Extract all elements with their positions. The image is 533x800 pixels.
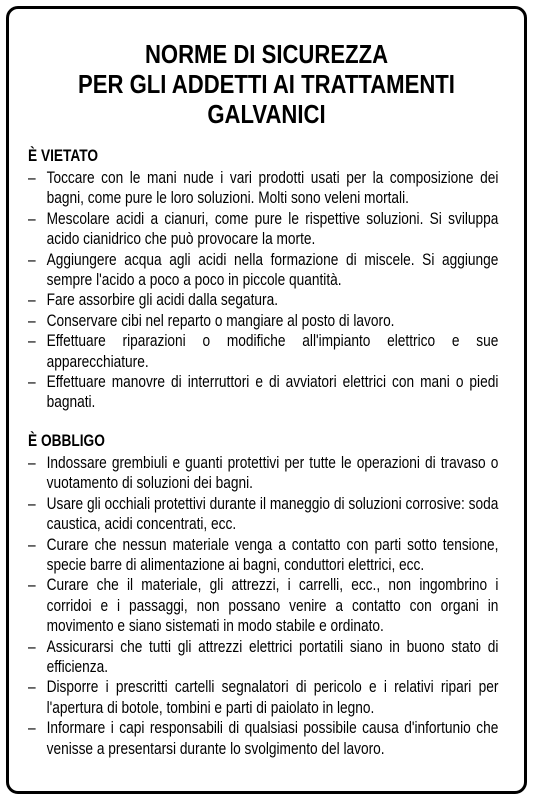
- obbligo-list: [28, 453, 498, 759]
- vietato-item-text: Toccare con le mani nude i vari prodotti usati per la composizione dei bagni, come pure le loro soluzioni. Molti sono veleni mortali.: [46, 169, 499, 208]
- vietato-item-text: Effettuare riparazioni o modifiche all'impianto elettrico e sue apparecchiature.: [46, 332, 499, 371]
- vietato-item: [28, 311, 498, 331]
- obbligo-item-text: Assicurarsi che tutti gli attrezzi elettrici portatili siano in buono stato di efficienza.: [46, 637, 499, 676]
- obbligo-item: [28, 535, 498, 576]
- vietato-heading: È VIETATO: [28, 147, 99, 165]
- obbligo-item: [28, 677, 498, 718]
- vietato-list: [28, 168, 498, 413]
- vietato-item-text: Aggiungere acqua agli acidi nella formazione di miscele. Si aggiunge sempre l'acido a poco a poco in piccole quantità.: [46, 250, 499, 290]
- bullet-dash: –: [28, 453, 36, 472]
- bullet-dash: –: [28, 332, 36, 351]
- bullet-dash: –: [28, 250, 36, 269]
- bullet-dash: –: [28, 719, 36, 738]
- bullet-dash: –: [28, 678, 36, 697]
- title-line-2: PER GLI ADDETTI AI TRATTAMENTI: [78, 69, 455, 99]
- bullet-dash: –: [28, 535, 36, 554]
- bullet-dash: –: [28, 311, 36, 330]
- obbligo-heading: È OBBLIGO: [28, 431, 105, 450]
- vietato-item-text: Fare assorbire gli acidi dalla segatura.: [46, 291, 279, 310]
- vietato-item: [28, 209, 498, 250]
- vietato-item: [28, 168, 498, 209]
- vietato-item: [28, 290, 498, 310]
- obbligo-item-text: Curare che nessun materiale venga a contatto con parti sotto tensione, specie barre di alimentazione ai bagni, conduttori elettrici, ecc.: [46, 535, 499, 574]
- vietato-item-text: Mescolare acidi a cianuri, come pure le rispettive soluzioni. Si sviluppa acido cianidrico che può provocare la morte.: [46, 209, 499, 249]
- bullet-dash: –: [28, 373, 36, 392]
- obbligo-item-text: Informare i capi responsabili di qualsiasi possibile causa d'infortunio che venisse a presentarsi durante lo svolgimento del lavoro.: [46, 719, 499, 758]
- vietato-item: [28, 250, 498, 291]
- vietato-item: [28, 372, 498, 413]
- obbligo-item: [28, 453, 498, 494]
- sign-title: [60, 39, 474, 129]
- bullet-dash: –: [28, 209, 36, 228]
- obbligo-item: [28, 637, 498, 678]
- vietato-item-text: Conservare cibi nel reparto o mangiare al posto di lavoro.: [46, 311, 395, 330]
- bullet-dash: –: [28, 576, 36, 595]
- vietato-item: [28, 331, 498, 372]
- bullet-dash: –: [28, 494, 36, 513]
- bullet-dash: –: [28, 291, 36, 310]
- obbligo-item: [28, 494, 498, 535]
- obbligo-item-text: Disporre i prescritti cartelli segnalatori di pericolo e i relativi ripari per l'apertura di botole, tombini e parti di paiolato in legno.: [46, 678, 499, 717]
- obbligo-item-text: Curare che il materiale, gli attrezzi, i carrelli, ecc., non ingombrino i corridoi e i passaggi, non possano venire a contatto con organi in movimento e siano sistemati in modo stabile e ordinato.: [46, 576, 499, 636]
- bullet-dash: –: [28, 637, 36, 656]
- obbligo-item: [28, 575, 498, 636]
- obbligo-item-text: Usare gli occhiali protettivi durante il maneggio di soluzioni corrosive: soda caustica, acidi concentrati, ecc.: [46, 494, 499, 534]
- obbligo-item: [28, 718, 498, 759]
- vietato-item-text: Effettuare manovre di interruttori e di avviatori elettrici con mani o piedi bagnati.: [46, 373, 499, 412]
- title-line-1: NORME DI SICUREZZA: [144, 39, 389, 69]
- bullet-dash: –: [28, 169, 36, 187]
- sign-body: [28, 146, 498, 759]
- obbligo-item-text: Indossare grembiuli e guanti protettivi per tutte le operazioni di travaso o vuotamento di soluzioni dei bagni.: [46, 453, 499, 493]
- title-line-3: GALVANICI: [207, 99, 326, 129]
